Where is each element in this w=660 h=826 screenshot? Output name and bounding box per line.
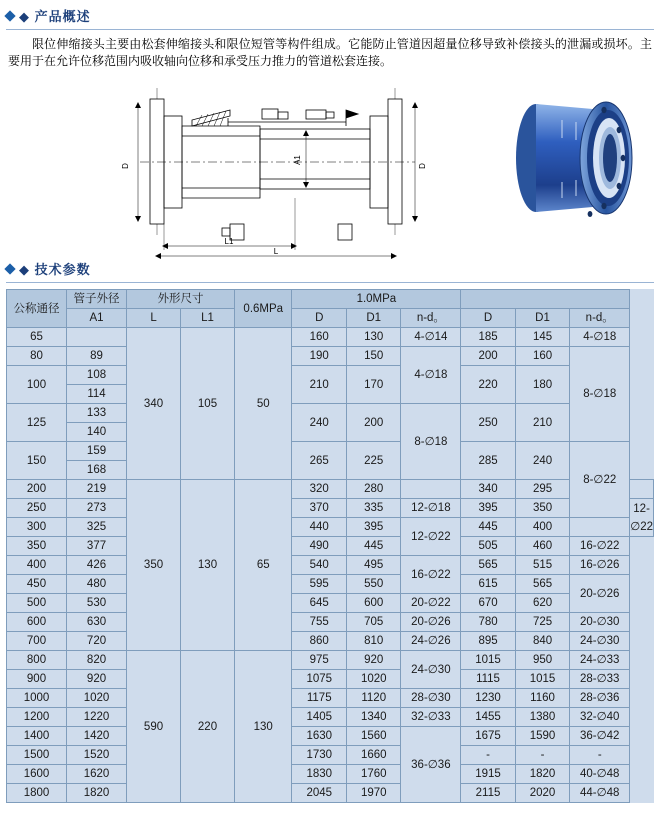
cell-nd-10: 4-∅18 (570, 328, 630, 347)
cell-travel: 50 (235, 328, 292, 480)
cell-dn: 200 (7, 480, 67, 499)
col-06mpa: 1.0MPa (292, 290, 461, 309)
cell-d1-06: 170 (346, 366, 401, 404)
cell-d-06: 860 (292, 632, 347, 651)
cell-d-06: 1730 (292, 746, 347, 765)
cell-d1-10: 840 (515, 632, 570, 651)
table-header-row-1 (7, 290, 654, 309)
cell-nd-10: 20-∅30 (570, 613, 630, 632)
cell-d-10: - (461, 746, 516, 765)
cell-d-06: 1630 (292, 727, 347, 746)
table-row (7, 727, 654, 746)
cell-dn: 1600 (7, 765, 67, 784)
cell-d1-06: 920 (346, 651, 401, 670)
cell-nd-10: 24-∅33 (570, 651, 630, 670)
cell-l: 590 (127, 651, 181, 803)
cell-a1: 1220 (67, 708, 127, 727)
table-row (7, 651, 654, 670)
cell-d-10: 670 (461, 594, 516, 613)
cell-d1-06: 495 (346, 556, 401, 575)
cell-nd-10: 40-∅48 (570, 765, 630, 784)
cell-a1: 133 (67, 404, 127, 423)
subcol-l: L (127, 309, 181, 328)
cell-nd-10: 36-∅42 (570, 727, 630, 746)
cell-nd-06 (401, 480, 461, 499)
cell-nd-10: 16-∅26 (570, 556, 630, 575)
cell-a1: 108 (67, 366, 127, 385)
cell-travel: 65 (235, 480, 292, 651)
table-row (7, 689, 654, 708)
subcol-d-10: D (461, 309, 516, 328)
cell-d1-06: 200 (346, 404, 401, 442)
cell-dn: 450 (7, 575, 67, 594)
table-row (7, 746, 654, 765)
cell-a1: 820 (67, 651, 127, 670)
cell-d1-10: 515 (515, 556, 570, 575)
table-header-row-2 (7, 309, 654, 328)
cell-a1: 89 (67, 347, 127, 366)
cell-d-06: 1405 (292, 708, 347, 727)
cell-d1-06: 1760 (346, 765, 401, 784)
cell-d-06: 440 (292, 518, 347, 537)
specs-divider (6, 282, 654, 283)
col-dimensions: 外形尺寸 (127, 290, 235, 309)
cell-d-06: 210 (292, 366, 347, 404)
cell-travel: 130 (235, 651, 292, 803)
col-pipe-od: 管子外径 (67, 290, 127, 309)
cell-d1-10: 950 (515, 651, 570, 670)
cell-nd-06: 32-∅33 (401, 708, 461, 727)
cell-a1: 1020 (67, 689, 127, 708)
cell-d1-10: 400 (515, 518, 570, 537)
cell-a1: 530 (67, 594, 127, 613)
cell-nd-06: 12-∅22 (401, 518, 461, 556)
cell-dn: 1400 (7, 727, 67, 746)
cell-d1-06: 1970 (346, 784, 401, 803)
cell-d1-06: 810 (346, 632, 401, 651)
cell-d-06: 490 (292, 537, 347, 556)
table-row (7, 442, 654, 461)
specs-section-header (0, 259, 660, 281)
cell-d1-06: 705 (346, 613, 401, 632)
diamond-icon (4, 263, 15, 274)
cell-d1-06: 1340 (346, 708, 401, 727)
cell-a1 (67, 328, 127, 347)
cell-a1: 720 (67, 632, 127, 651)
cell-d-10: 1015 (461, 651, 516, 670)
cell-l: 340 (127, 328, 181, 480)
cell-a1: 325 (67, 518, 127, 537)
cell-a1: 140 (67, 423, 127, 442)
cell-d1-10: 240 (515, 442, 570, 480)
svg-text:L1: L1 (224, 237, 234, 246)
cell-a1: 1820 (67, 784, 127, 803)
subcol-d1-10: D1 (515, 309, 570, 328)
cell-d-10: 1455 (461, 708, 516, 727)
subcol-l1: L1 (181, 309, 235, 328)
svg-text:L: L (273, 247, 279, 256)
cell-nd-10: 28-∅36 (570, 689, 630, 708)
cell-nd-10: 12-∅22 (630, 499, 654, 537)
cell-dn: 400 (7, 556, 67, 575)
cell-d-06: 190 (292, 347, 347, 366)
product-photo (492, 86, 652, 236)
cell-d1-10: 145 (515, 328, 570, 347)
table-row (7, 537, 654, 556)
cell-d-10: 285 (461, 442, 516, 480)
specs-title: ◆ 技术参数 (19, 262, 91, 277)
cell-d1-06: 225 (346, 442, 401, 480)
cell-d-06: 755 (292, 613, 347, 632)
cell-dn: 800 (7, 651, 67, 670)
cell-l: 350 (127, 480, 181, 651)
cell-nd-06: 24-∅26 (401, 632, 461, 651)
cell-d-10: 1675 (461, 727, 516, 746)
cell-d-06: 1175 (292, 689, 347, 708)
cell-d1-06: 1020 (346, 670, 401, 689)
cell-nd-06: 20-∅22 (401, 594, 461, 613)
spec-table (6, 289, 654, 803)
cell-dn: 1800 (7, 784, 67, 803)
subcol-d1-06: D1 (346, 309, 401, 328)
cell-d-10: 505 (461, 537, 516, 556)
cell-d1-10: 1820 (515, 765, 570, 784)
cell-dn: 300 (7, 518, 67, 537)
overview-divider (6, 29, 654, 30)
cell-d-10: 565 (461, 556, 516, 575)
table-row (7, 480, 654, 499)
cell-a1: 1520 (67, 746, 127, 765)
cell-a1: 168 (67, 461, 127, 480)
table-row (7, 613, 654, 632)
table-row (7, 499, 654, 518)
subcol-d-06: D (292, 309, 347, 328)
cell-d-06: 1075 (292, 670, 347, 689)
table-row (7, 404, 654, 423)
cell-a1: 377 (67, 537, 127, 556)
cell-d1-06: 445 (346, 537, 401, 556)
cell-dn: 1000 (7, 689, 67, 708)
cell-d1-10: 160 (515, 347, 570, 366)
cell-dn: 1200 (7, 708, 67, 727)
cell-nd-10: 44-∅48 (570, 784, 630, 803)
cell-nd-06: 24-∅30 (401, 651, 461, 689)
cell-d-06: 2045 (292, 784, 347, 803)
cell-d-10: 340 (461, 480, 516, 499)
cell-d-06: 975 (292, 651, 347, 670)
table-row (7, 632, 654, 651)
cell-d-10: 615 (461, 575, 516, 594)
cell-dn: 125 (7, 404, 67, 442)
cell-d-10: 200 (461, 347, 516, 366)
figure-area (0, 74, 660, 259)
cell-nd-10: 16-∅22 (570, 537, 630, 556)
cell-nd-10: 32-∅40 (570, 708, 630, 727)
cell-d-10: 780 (461, 613, 516, 632)
cell-d1-10: 350 (515, 499, 570, 518)
cell-d1-06: 395 (346, 518, 401, 537)
table-row (7, 347, 654, 366)
cell-d1-10: 180 (515, 366, 570, 404)
cell-dn: 250 (7, 499, 67, 518)
overview-paragraph: 限位伸缩接头主要由松套伸缩接头和限位短管等构件组成。它能防止管道因超量位移导致补偿接头的泄漏或损坏。主要用于在允许位移范围内吸收轴向位移和承受压力推力的管道松套连接。 (8, 37, 652, 68)
cell-nd-06: 28-∅30 (401, 689, 461, 708)
cell-nd-10: - (570, 746, 630, 765)
cell-a1: 273 (67, 499, 127, 518)
cell-a1: 426 (67, 556, 127, 575)
cell-nd-06: 16-∅22 (401, 556, 461, 594)
cell-a1: 920 (67, 670, 127, 689)
cell-dn: 80 (7, 347, 67, 366)
cell-d-10: 185 (461, 328, 516, 347)
cell-d1-10: 460 (515, 537, 570, 556)
cell-nd-10: 28-∅33 (570, 670, 630, 689)
cell-d1-10: 210 (515, 404, 570, 442)
cell-nd-10: 20-∅26 (570, 575, 630, 613)
col-dn: 公称通径 (7, 290, 67, 328)
technical-drawing (110, 74, 530, 259)
svg-text:D: D (418, 163, 427, 169)
table-row (7, 765, 654, 784)
cell-dn: 65 (7, 328, 67, 347)
cell-a1: 1420 (67, 727, 127, 746)
cell-d-10: 1115 (461, 670, 516, 689)
cell-a1: 1620 (67, 765, 127, 784)
table-row (7, 670, 654, 689)
cell-d1-06: 150 (346, 347, 401, 366)
table-row (7, 594, 654, 613)
cell-dn: 500 (7, 594, 67, 613)
cell-d1-06: 1560 (346, 727, 401, 746)
cell-a1: 114 (67, 385, 127, 404)
cell-a1: 219 (67, 480, 127, 499)
cell-dn: 100 (7, 366, 67, 404)
cell-d1-10: 620 (515, 594, 570, 613)
subcol-nd-06: n-d。 (401, 309, 461, 328)
cell-d1-06: 335 (346, 499, 401, 518)
cell-d1-10: 565 (515, 575, 570, 594)
table-row (7, 518, 654, 537)
cell-d1-06: 130 (346, 328, 401, 347)
cell-d-10: 220 (461, 366, 516, 404)
cell-a1: 630 (67, 613, 127, 632)
cell-dn: 350 (7, 537, 67, 556)
cell-d-06: 645 (292, 594, 347, 613)
diamond-icon (4, 10, 15, 21)
cell-a1: 159 (67, 442, 127, 461)
table-row (7, 575, 654, 594)
cell-dn: 1500 (7, 746, 67, 765)
cell-nd-10: 8-∅18 (570, 347, 630, 442)
cell-nd-10: 24-∅30 (570, 632, 630, 651)
cell-d1-06: 1660 (346, 746, 401, 765)
table-row (7, 328, 654, 347)
cell-dn: 900 (7, 670, 67, 689)
cell-d1-10: - (515, 746, 570, 765)
cell-d-10: 445 (461, 518, 516, 537)
cell-nd-06: 36-∅36 (401, 727, 461, 803)
cell-d1-10: 725 (515, 613, 570, 632)
table-row (7, 366, 654, 385)
cell-d-10: 250 (461, 404, 516, 442)
cell-d-06: 240 (292, 404, 347, 442)
cell-dn: 600 (7, 613, 67, 632)
cell-d-10: 1915 (461, 765, 516, 784)
cell-nd-10 (630, 480, 654, 499)
col-travel: 0.6MPa (235, 290, 292, 328)
cell-d-06: 160 (292, 328, 347, 347)
cell-dn: 150 (7, 442, 67, 480)
cell-d-10: 895 (461, 632, 516, 651)
cell-d1-10: 1160 (515, 689, 570, 708)
cell-nd-06: 8-∅18 (401, 404, 461, 480)
cell-l1: 105 (181, 328, 235, 480)
cell-d-06: 1830 (292, 765, 347, 784)
table-row (7, 556, 654, 575)
cell-nd-06: 4-∅18 (401, 347, 461, 404)
overview-title: ◆ 产品概述 (19, 9, 91, 24)
svg-text:A1: A1 (293, 155, 302, 165)
cell-nd-10: 8-∅22 (570, 442, 630, 518)
subcol-a1: A1 (67, 309, 127, 328)
cell-nd-06: 12-∅18 (401, 499, 461, 518)
cell-d1-06: 280 (346, 480, 401, 499)
cell-d1-10: 295 (515, 480, 570, 499)
cell-a1: 480 (67, 575, 127, 594)
cell-nd-06: 20-∅26 (401, 613, 461, 632)
cell-dn: 700 (7, 632, 67, 651)
cell-d-06: 540 (292, 556, 347, 575)
cell-d-10: 2115 (461, 784, 516, 803)
cell-l1: 130 (181, 480, 235, 651)
cell-l1: 220 (181, 651, 235, 803)
cell-d1-10: 1380 (515, 708, 570, 727)
table-row (7, 784, 654, 803)
cell-d-10: 395 (461, 499, 516, 518)
cell-d-06: 320 (292, 480, 347, 499)
col-10mpa (461, 290, 630, 309)
cell-d1-06: 600 (346, 594, 401, 613)
cell-d-10: 1230 (461, 689, 516, 708)
cell-d1-06: 550 (346, 575, 401, 594)
cell-d1-10: 2020 (515, 784, 570, 803)
svg-text:D: D (121, 163, 130, 169)
cell-d-06: 370 (292, 499, 347, 518)
table-row (7, 708, 654, 727)
cell-d1-10: 1590 (515, 727, 570, 746)
cell-d-06: 265 (292, 442, 347, 480)
cell-d1-10: 1015 (515, 670, 570, 689)
cell-nd-06: 4-∅14 (401, 328, 461, 347)
cell-d-06: 595 (292, 575, 347, 594)
subcol-nd-10: n-d。 (570, 309, 630, 328)
cell-d1-06: 1120 (346, 689, 401, 708)
overview-section-header (0, 0, 660, 28)
